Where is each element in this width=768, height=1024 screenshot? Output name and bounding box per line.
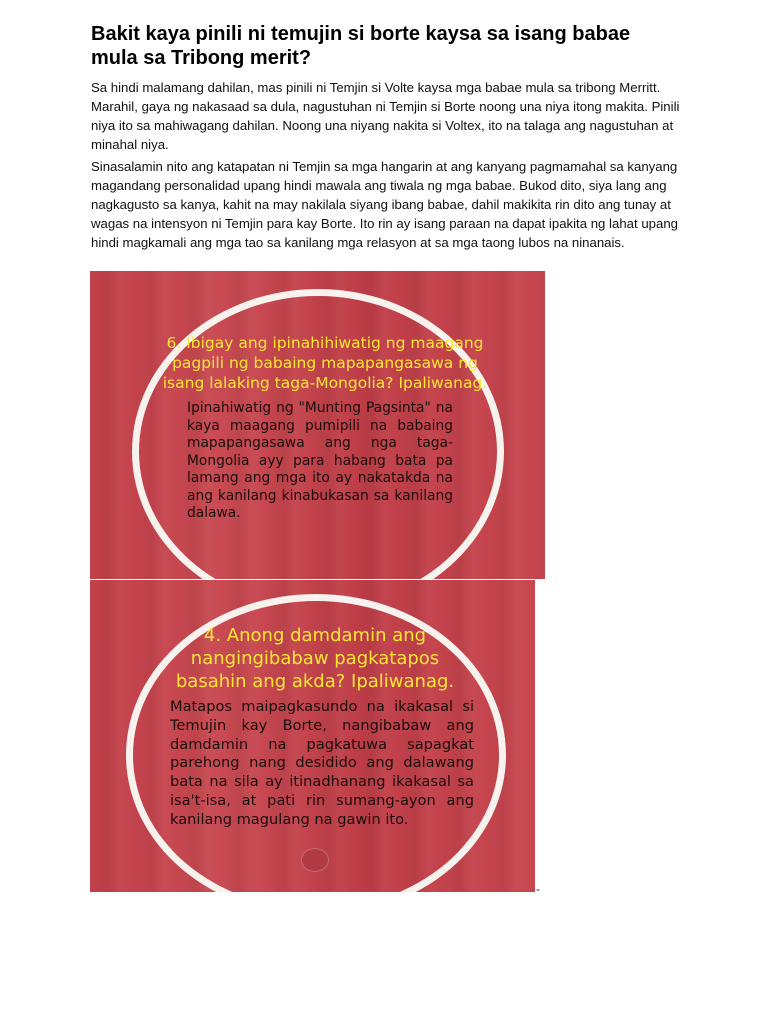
paragraph-2: Sinasalamin nito ang katapatan ni Temjin sa mga hangarin at ang kanyang pagmamahal sa kanyang magandang personalidad upang hindi mawala ang tiwala ng mga babae. Bukod dito, siya lang ang nagkagusto sa kanya, kahit na may nakilala siyang ibang babae, dahil makikita rin dito ang tunay at wagas na intensyon ni Temjin para kay Borte. Ito rin ay isang paraan na dapat ipakita ng lahat upang hindi magkamali ang mga tao sa kanilang mga relasyon at sa mga taong lubos na ninanais. xyxy=(91,159,678,250)
question-card-6-image xyxy=(90,271,545,579)
card-answer: Matapos maipagkasundo na ikakasal si Temujin kay Borte, nangibabaw ang damdamin na pagkatuwa sapagkat parehong nang desidido ang dalawang bata na sila ay itinadhanang ikakasal sa isa't-isa, at pati rin sumang-ayon ang kanilang magulang na gawin ito. xyxy=(170,698,474,828)
document-heading: Bakit kaya pinili ni temujin si borte kaysa sa isang babae mula sa Tribong merit? xyxy=(91,23,631,69)
question-card-4-image xyxy=(90,580,535,892)
card-question: 6. Ibigay ang ipinahihiwatig ng maagang pagpili ng babaing mapapangasawa ng isang lalaking taga-Mongolia? Ipaliwanag. xyxy=(162,334,488,392)
card-question: 4. Anong damdamin ang nangingibabaw pagkatapos basahin ang akda? Ipaliwanag. xyxy=(175,625,455,692)
paragraph-1: Sa hindi malamang dahilan, mas pinili ni Temjin si Volte kaysa mga babae mula sa tribong Merritt. Marahil, gaya ng nakasaad sa dula, nagustuhan ni Temjin si Borte noong una niya itong makita. Pinili niya ito sa mahiwagang dahilan. Noong una niyang nakita si Voltex, ito na talaga ang nagustuhan at minahal niya. xyxy=(91,80,680,152)
card-answer: Ipinahiwatig ng "Munting Pagsinta" na kaya maagang pumipili na babaing mapapangasawa ang nga taga- Mongolia ayy para habang bata pa lamang ang mga ito ay nakatakda na ang kanilang kinabukasan sa kanilang dalawa. xyxy=(187,400,453,521)
trailing-mark: - xyxy=(536,882,540,896)
seal-icon xyxy=(301,848,329,872)
